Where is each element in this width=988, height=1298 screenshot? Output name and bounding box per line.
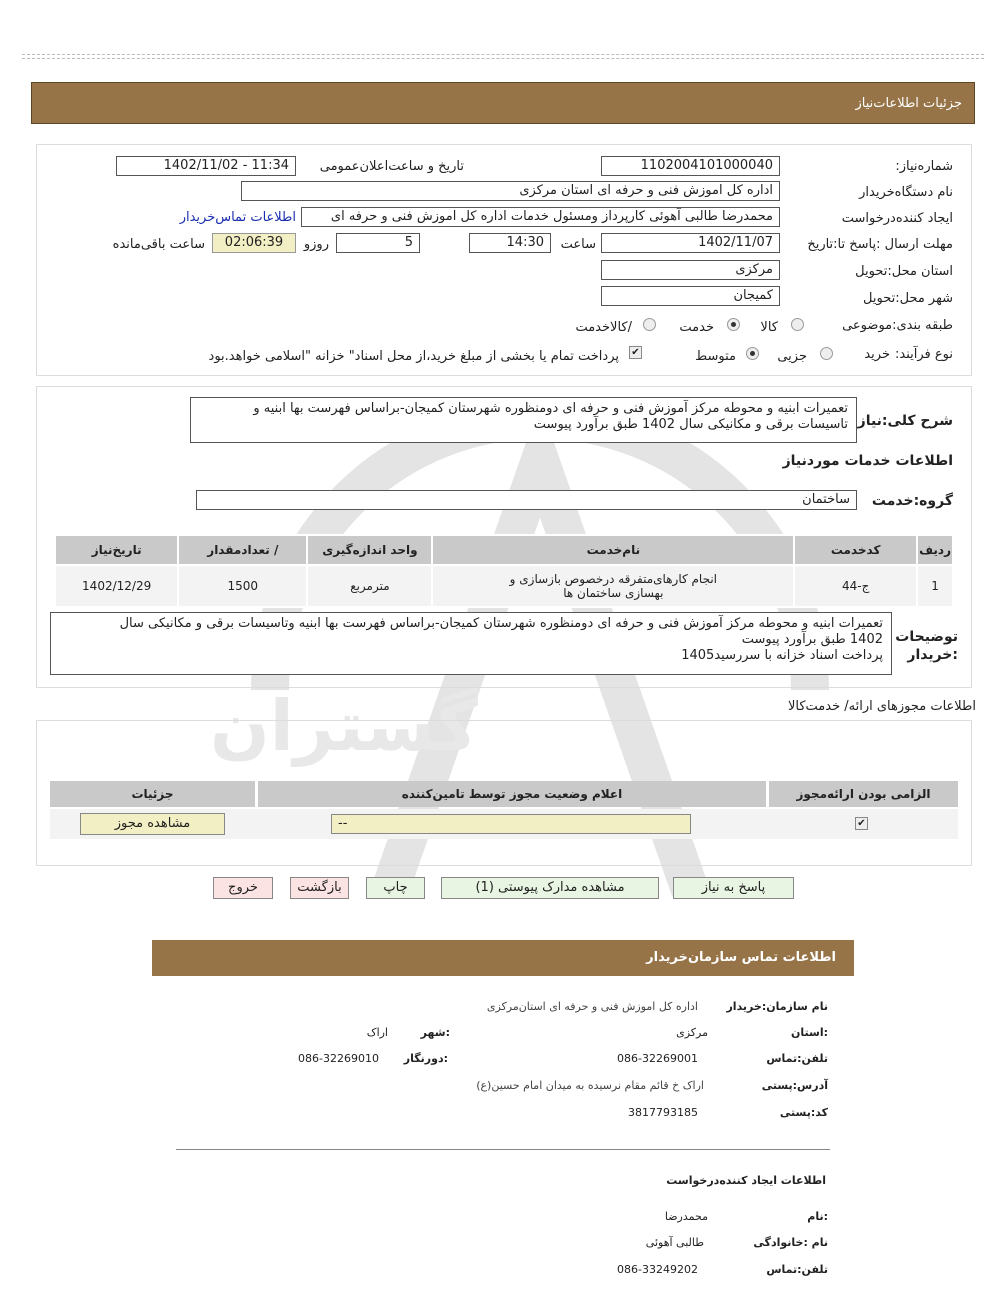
deadline-time-field: 14:30 bbox=[469, 233, 551, 253]
table-row bbox=[55, 565, 953, 607]
permits-col-required: الزامی بودن ارائه‌مجوز bbox=[769, 781, 958, 807]
permit-required-checkbox[interactable]: ✔ bbox=[855, 817, 868, 830]
col-unit: واحد اندازه‌گیری bbox=[307, 535, 432, 565]
announce-label: تاریخ و ساعت‌اعلان‌عمومی bbox=[319, 159, 464, 174]
category-goods-radio[interactable] bbox=[791, 318, 804, 331]
services-table-header bbox=[55, 535, 953, 565]
cell-row: 1 bbox=[917, 565, 953, 607]
creator-label: ایجاد کننده‌درخواست bbox=[841, 211, 953, 226]
category-label: طبقه بندی:موضوعی bbox=[842, 318, 953, 333]
days-field: 5 bbox=[336, 233, 420, 253]
category-service-radio[interactable] bbox=[727, 318, 740, 331]
cell-date: 1402/12/29 bbox=[55, 565, 178, 607]
province-contact-label: :استان bbox=[791, 1026, 828, 1039]
province-contact-value: مرکزی bbox=[676, 1026, 708, 1039]
city-contact-label: :شهر bbox=[420, 1026, 450, 1039]
category-service-label: خدمت bbox=[679, 320, 714, 335]
org-value: اداره کل اموزش فنی و حرفه ای استان‌مرکزی bbox=[486, 1000, 698, 1013]
buyer-notes-label-1: توضیحات bbox=[895, 629, 958, 645]
cell-unit: مترمربع bbox=[307, 565, 432, 607]
creator-name-label: :نام bbox=[807, 1210, 828, 1223]
city-contact-value: اراک bbox=[366, 1026, 388, 1039]
creator-phone-label: تلفن:تماس bbox=[766, 1263, 828, 1276]
payment-checkbox[interactable]: ✔ bbox=[629, 346, 642, 359]
creator-phone-value: 086-33249202 bbox=[617, 1263, 698, 1276]
general-desc-line-2: تاسیسات برقی و مکانیکی سال 1402 طبق برآورد پیوست bbox=[533, 417, 848, 432]
process-minor-label: جزیی bbox=[777, 349, 807, 364]
phone-label: تلفن:تماس bbox=[766, 1052, 828, 1065]
contact-divider bbox=[176, 1149, 830, 1150]
buyer-contact-link[interactable]: اطلاعات تماس‌خریدار bbox=[179, 210, 296, 225]
general-desc-box bbox=[190, 397, 857, 443]
print-button[interactable]: چاپ bbox=[366, 877, 425, 899]
buyer-field: اداره کل اموزش فنی و حرفه ای استان مرکزی bbox=[241, 181, 780, 201]
reply-button[interactable]: پاسخ به نیاز bbox=[673, 877, 794, 899]
page-header bbox=[31, 82, 975, 124]
col-qty: / تعدادمقدار bbox=[178, 535, 307, 565]
phone-value: 086-32269001 bbox=[617, 1052, 698, 1065]
col-code: کدخدمت bbox=[794, 535, 917, 565]
view-permit-button[interactable]: مشاهده مجوز bbox=[80, 813, 225, 835]
cell-name-line-2: بهسازی ساختمان ها bbox=[563, 586, 664, 600]
announce-field: 1402/11/02 - 11:34 bbox=[116, 156, 296, 176]
general-desc-line-1: تعمیرات ابنیه و محوطه مرکز آموزش فنی و حرفه ای دومنظوره شهرستان کمیجان-براساس فهرست بها ابنیه و bbox=[253, 401, 848, 416]
col-name: نام‌خدمت bbox=[432, 535, 794, 565]
fax-label: :دورنگار bbox=[403, 1052, 448, 1065]
service-group-field: ساختمان bbox=[196, 490, 857, 510]
permits-title: اطلاعات مجوزهای ارائه/ خدمت‌کالا bbox=[787, 699, 976, 714]
province-field: مرکزی bbox=[601, 260, 780, 280]
svg-text:گستران: گستران bbox=[210, 685, 478, 767]
need-number-field: 1102004101000040 bbox=[601, 156, 780, 176]
payment-note: پرداخت تمام یا بخشی از مبلغ خرید،از محل اسناد" خزانه "اسلامی خواهد.بود bbox=[208, 349, 619, 364]
buyer-notes-line-2: 1402 طبق برآورد پیوست bbox=[741, 632, 883, 647]
process-medium-label: متوسط bbox=[695, 349, 736, 364]
buyer-label: نام دستگاه‌خریدار bbox=[859, 185, 953, 200]
permits-col-details: جزئیات bbox=[50, 781, 255, 807]
services-table bbox=[54, 534, 954, 608]
city-field: کمیجان bbox=[601, 286, 780, 306]
process-minor-radio[interactable] bbox=[820, 347, 833, 360]
org-label: نام سازمان:خریدار bbox=[726, 1000, 828, 1013]
process-medium-radio[interactable] bbox=[746, 347, 759, 360]
deadline-label: مهلت ارسال :پاسخ تا:تاریخ bbox=[807, 237, 953, 252]
back-button[interactable]: بازگشت bbox=[290, 877, 349, 899]
contact-title: اطلاعات تماس سازمان‌خریدار bbox=[646, 950, 836, 965]
exit-button[interactable]: خروج bbox=[213, 877, 273, 899]
creator-field: محمدرضا طالبی آهوئی کارپرداز ومسئول خدمات اداره کل اموزش فنی و حرفه ای bbox=[301, 207, 780, 227]
remaining-time-field: 02:06:39 bbox=[212, 233, 296, 253]
col-row: ردیف bbox=[917, 535, 953, 565]
creator-name-value: محمدرضا bbox=[664, 1210, 708, 1223]
cell-name-line-1: انجام کارهای‌متفرقه درخصوص بازسازی و bbox=[509, 572, 718, 586]
category-both-label: /کالاخدمت bbox=[575, 320, 632, 335]
buyer-notes-label bbox=[895, 628, 958, 664]
days-label: روزو bbox=[303, 237, 329, 252]
city-label: شهر محل:تحویل bbox=[863, 291, 953, 306]
need-info-panel bbox=[36, 144, 972, 376]
fax-value: 086-32269010 bbox=[298, 1052, 379, 1065]
buyer-notes-box bbox=[50, 612, 892, 675]
cell-name bbox=[432, 565, 794, 607]
postal-value: 3817793185 bbox=[628, 1106, 698, 1119]
province-label: استان محل:تحویل bbox=[855, 264, 953, 279]
cell-qty: 1500 bbox=[178, 565, 307, 607]
buyer-notes-line-1: تعمیرات ابنیه و محوطه مرکز آموزش فنی و حرفه ای دومنظوره شهرستان کمیجان-براساس فهرست بها ابنیه وتاسیسات برقی و مکانیکی سال bbox=[119, 616, 883, 631]
col-date: تاریخ‌نیاز bbox=[55, 535, 178, 565]
need-number-label: شماره‌نیاز: bbox=[895, 159, 953, 174]
permits-col-status: اعلام وضعیت مجوز توسط تامین‌کننده bbox=[258, 781, 766, 807]
contact-header bbox=[152, 940, 854, 976]
services-header: اطلاعات خدمات موردنیاز bbox=[782, 453, 953, 469]
top-divider bbox=[22, 54, 984, 59]
category-goods-label: کالا bbox=[760, 320, 778, 335]
process-label: نوع فرآیند: bbox=[895, 347, 953, 362]
address-value: اراک خ قائم مقام نرسیده به میدان امام حسین(ع) bbox=[476, 1079, 704, 1092]
postal-label: کد:پستی bbox=[779, 1106, 828, 1119]
buyer-notes-line-3: پرداخت اسناد خزانه با سررسید1405 bbox=[681, 648, 883, 663]
view-docs-button[interactable]: مشاهده مدارک پیوستی (1) bbox=[441, 877, 659, 899]
cell-code: ج-44 bbox=[794, 565, 917, 607]
service-group-label: گروه:خدمت bbox=[871, 493, 953, 509]
page-title[interactable]: جزئیات اطلاعات‌نیاز bbox=[855, 96, 962, 111]
permit-status-field: -- bbox=[331, 814, 691, 834]
permits-header bbox=[50, 781, 958, 807]
category-both-radio[interactable] bbox=[643, 318, 656, 331]
process-buy-label: خرید bbox=[864, 347, 890, 362]
deadline-date-field: 1402/11/07 bbox=[601, 233, 780, 253]
time-label: ساعت bbox=[560, 237, 596, 252]
address-label: آدرس:پستی bbox=[761, 1079, 828, 1092]
creator-info-title: اطلاعات ایجاد کننده‌درخواست bbox=[666, 1174, 826, 1187]
buyer-notes-label-2: :خریدار bbox=[907, 647, 958, 663]
remaining-label: ساعت باقی‌مانده bbox=[112, 237, 205, 252]
creator-family-label: نام :خانوادگی bbox=[753, 1236, 828, 1249]
general-desc-label: شرح کلی:نیاز bbox=[857, 413, 953, 429]
creator-family-value: طالبی آهوئی bbox=[645, 1236, 704, 1249]
